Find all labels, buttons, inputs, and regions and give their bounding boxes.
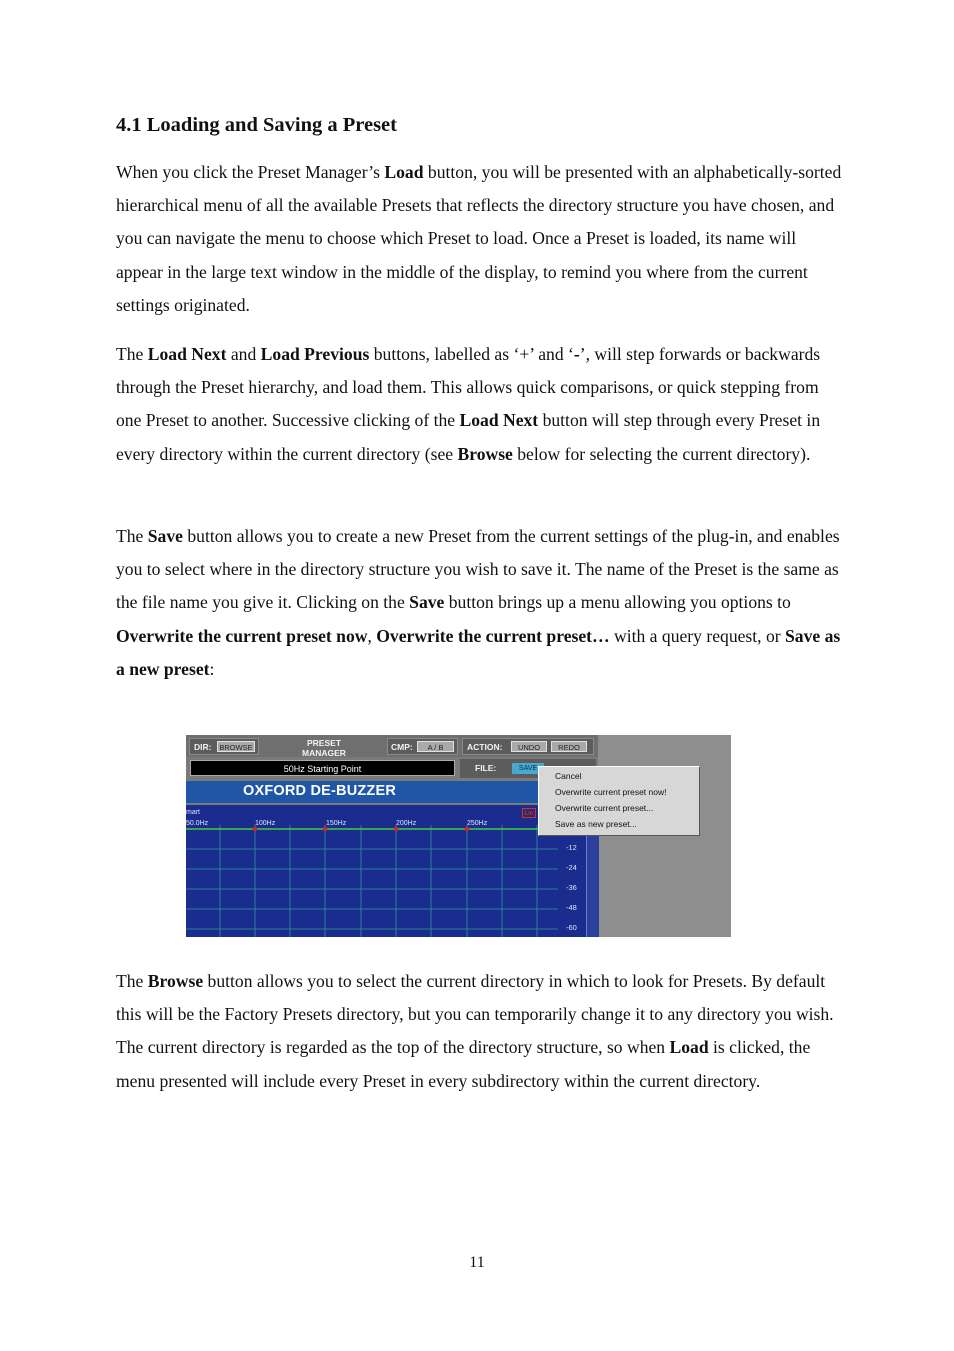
text-run: button brings up a menu allowing you options to <box>444 592 791 613</box>
bold-term: Load <box>669 1037 709 1058</box>
smart-label: mart <box>186 809 200 816</box>
paragraph-load-next <box>116 338 846 471</box>
text-run: , <box>367 625 377 646</box>
redo-button[interactable]: REDO <box>551 741 587 752</box>
paragraph-load <box>116 156 846 322</box>
freq-label: 150Hz <box>326 820 347 827</box>
text-run: below for selecting the current directory). <box>512 443 811 464</box>
text-run: The <box>116 971 148 991</box>
bold-term: Load <box>384 162 424 182</box>
paragraph-browse <box>116 965 846 1098</box>
save-options-menu <box>538 766 700 836</box>
menu-item-overwrite[interactable]: Overwrite current preset... <box>555 803 654 813</box>
bold-term: Load Next <box>459 410 539 431</box>
db-label: -24 <box>566 863 577 872</box>
db-label: -36 <box>566 883 577 892</box>
text-run: The <box>116 344 148 364</box>
bold-term: Browse <box>147 971 204 991</box>
menu-item-cancel[interactable]: Cancel <box>555 771 582 781</box>
bold-term: Save <box>409 592 445 613</box>
bold-term: - <box>573 344 580 364</box>
bold-term: Save <box>147 526 183 546</box>
marker-150hz[interactable] <box>323 827 327 831</box>
browse-button[interactable]: BROWSE <box>217 741 255 752</box>
cmp-label: CMP: <box>391 742 413 752</box>
marker-200hz[interactable] <box>394 827 398 831</box>
text-run: is clicked, the menu presented will include every Preset in every subdirectory within the current directory. <box>116 1037 811 1091</box>
save-button[interactable]: SAVE <box>512 763 544 774</box>
db-label: -60 <box>566 923 577 932</box>
db-label: -12 <box>566 843 577 852</box>
bold-term: Load Previous <box>260 344 370 364</box>
preset-name-display: 50Hz Starting Point <box>190 760 455 776</box>
bold-term: Save as a new preset <box>116 625 841 679</box>
section-heading: 4.1 Loading and Saving a Preset <box>116 114 397 136</box>
bold-term: Browse <box>457 443 513 464</box>
preset-manager-screenshot <box>186 735 731 937</box>
preset-manager-label-1: PRESET <box>307 738 342 748</box>
text-run: ’, will step forwards or backwards through the Preset hierarchy, and load them. This allows quick comparisons, or quick stepping from one Preset to another. Successive clicking of the <box>116 344 821 431</box>
text-run: button allows you to select the current directory in which to look for Presets. By default this will be the Factory Presets directory, but you can temporarily change it to any directory you wish. The current directory is regarded as the top of the directory structure, so when <box>116 971 834 1058</box>
text-run: button, you will be presented with an alphabetically-sorted hierarchical menu of all the available Presets that reflects the directory structure you have chosen, and you can navigate the menu to choose which Preset to load. Once a Preset is loaded, its name will appear in the large text window in the middle of the display, to remind you where from the current settings originated. <box>116 162 842 315</box>
freq-label: 50.0Hz <box>186 820 209 827</box>
menu-item-save-new[interactable]: Save as new preset... <box>555 819 637 829</box>
product-title: OXFORD DE-BUZZER <box>243 783 397 799</box>
paragraph-save <box>116 520 846 686</box>
lin-toggle[interactable]: Lin <box>522 808 536 818</box>
text-run: and <box>226 344 261 364</box>
grid-lines <box>186 825 558 937</box>
file-label: FILE: <box>475 763 497 773</box>
undo-button[interactable]: UNDO <box>511 741 547 752</box>
text-run: button will step through every Preset in every directory within the current directory (see <box>116 410 821 464</box>
text-run: The <box>116 526 148 546</box>
text-run: buttons, labelled as ‘+’ and ‘ <box>369 344 574 364</box>
action-label: ACTION: <box>467 742 503 752</box>
bold-term: Overwrite the current preset now <box>116 625 368 646</box>
ab-compare-button[interactable]: A / B <box>417 741 454 752</box>
bold-term: Load Next <box>147 344 227 364</box>
menu-item-overwrite-now[interactable]: Overwrite current preset now! <box>555 787 667 797</box>
freq-label: 200Hz <box>396 820 417 827</box>
text-run: button allows you to create a new Preset from the current settings of the plug-in, and enables you to select where in the directory structure you wish to save it. The name of the Preset is the same as the file name you give it. Clicking on the <box>116 526 840 613</box>
freq-label: 100Hz <box>255 820 276 827</box>
text-run: : <box>209 658 215 679</box>
marker-100hz[interactable] <box>253 827 257 831</box>
dir-label: DIR: <box>194 742 212 752</box>
graph-grid <box>186 805 586 937</box>
db-label: -48 <box>566 903 577 912</box>
bold-term: Overwrite the current preset… <box>376 625 610 646</box>
marker-250hz[interactable] <box>465 827 469 831</box>
freq-label: 250Hz <box>467 820 488 827</box>
text-run: with a query request, or <box>609 625 786 646</box>
preset-manager-label-2: MANAGER <box>302 748 346 758</box>
text-run: When you click the Preset Manager’s <box>116 162 385 182</box>
page-number: 11 <box>469 1254 485 1271</box>
